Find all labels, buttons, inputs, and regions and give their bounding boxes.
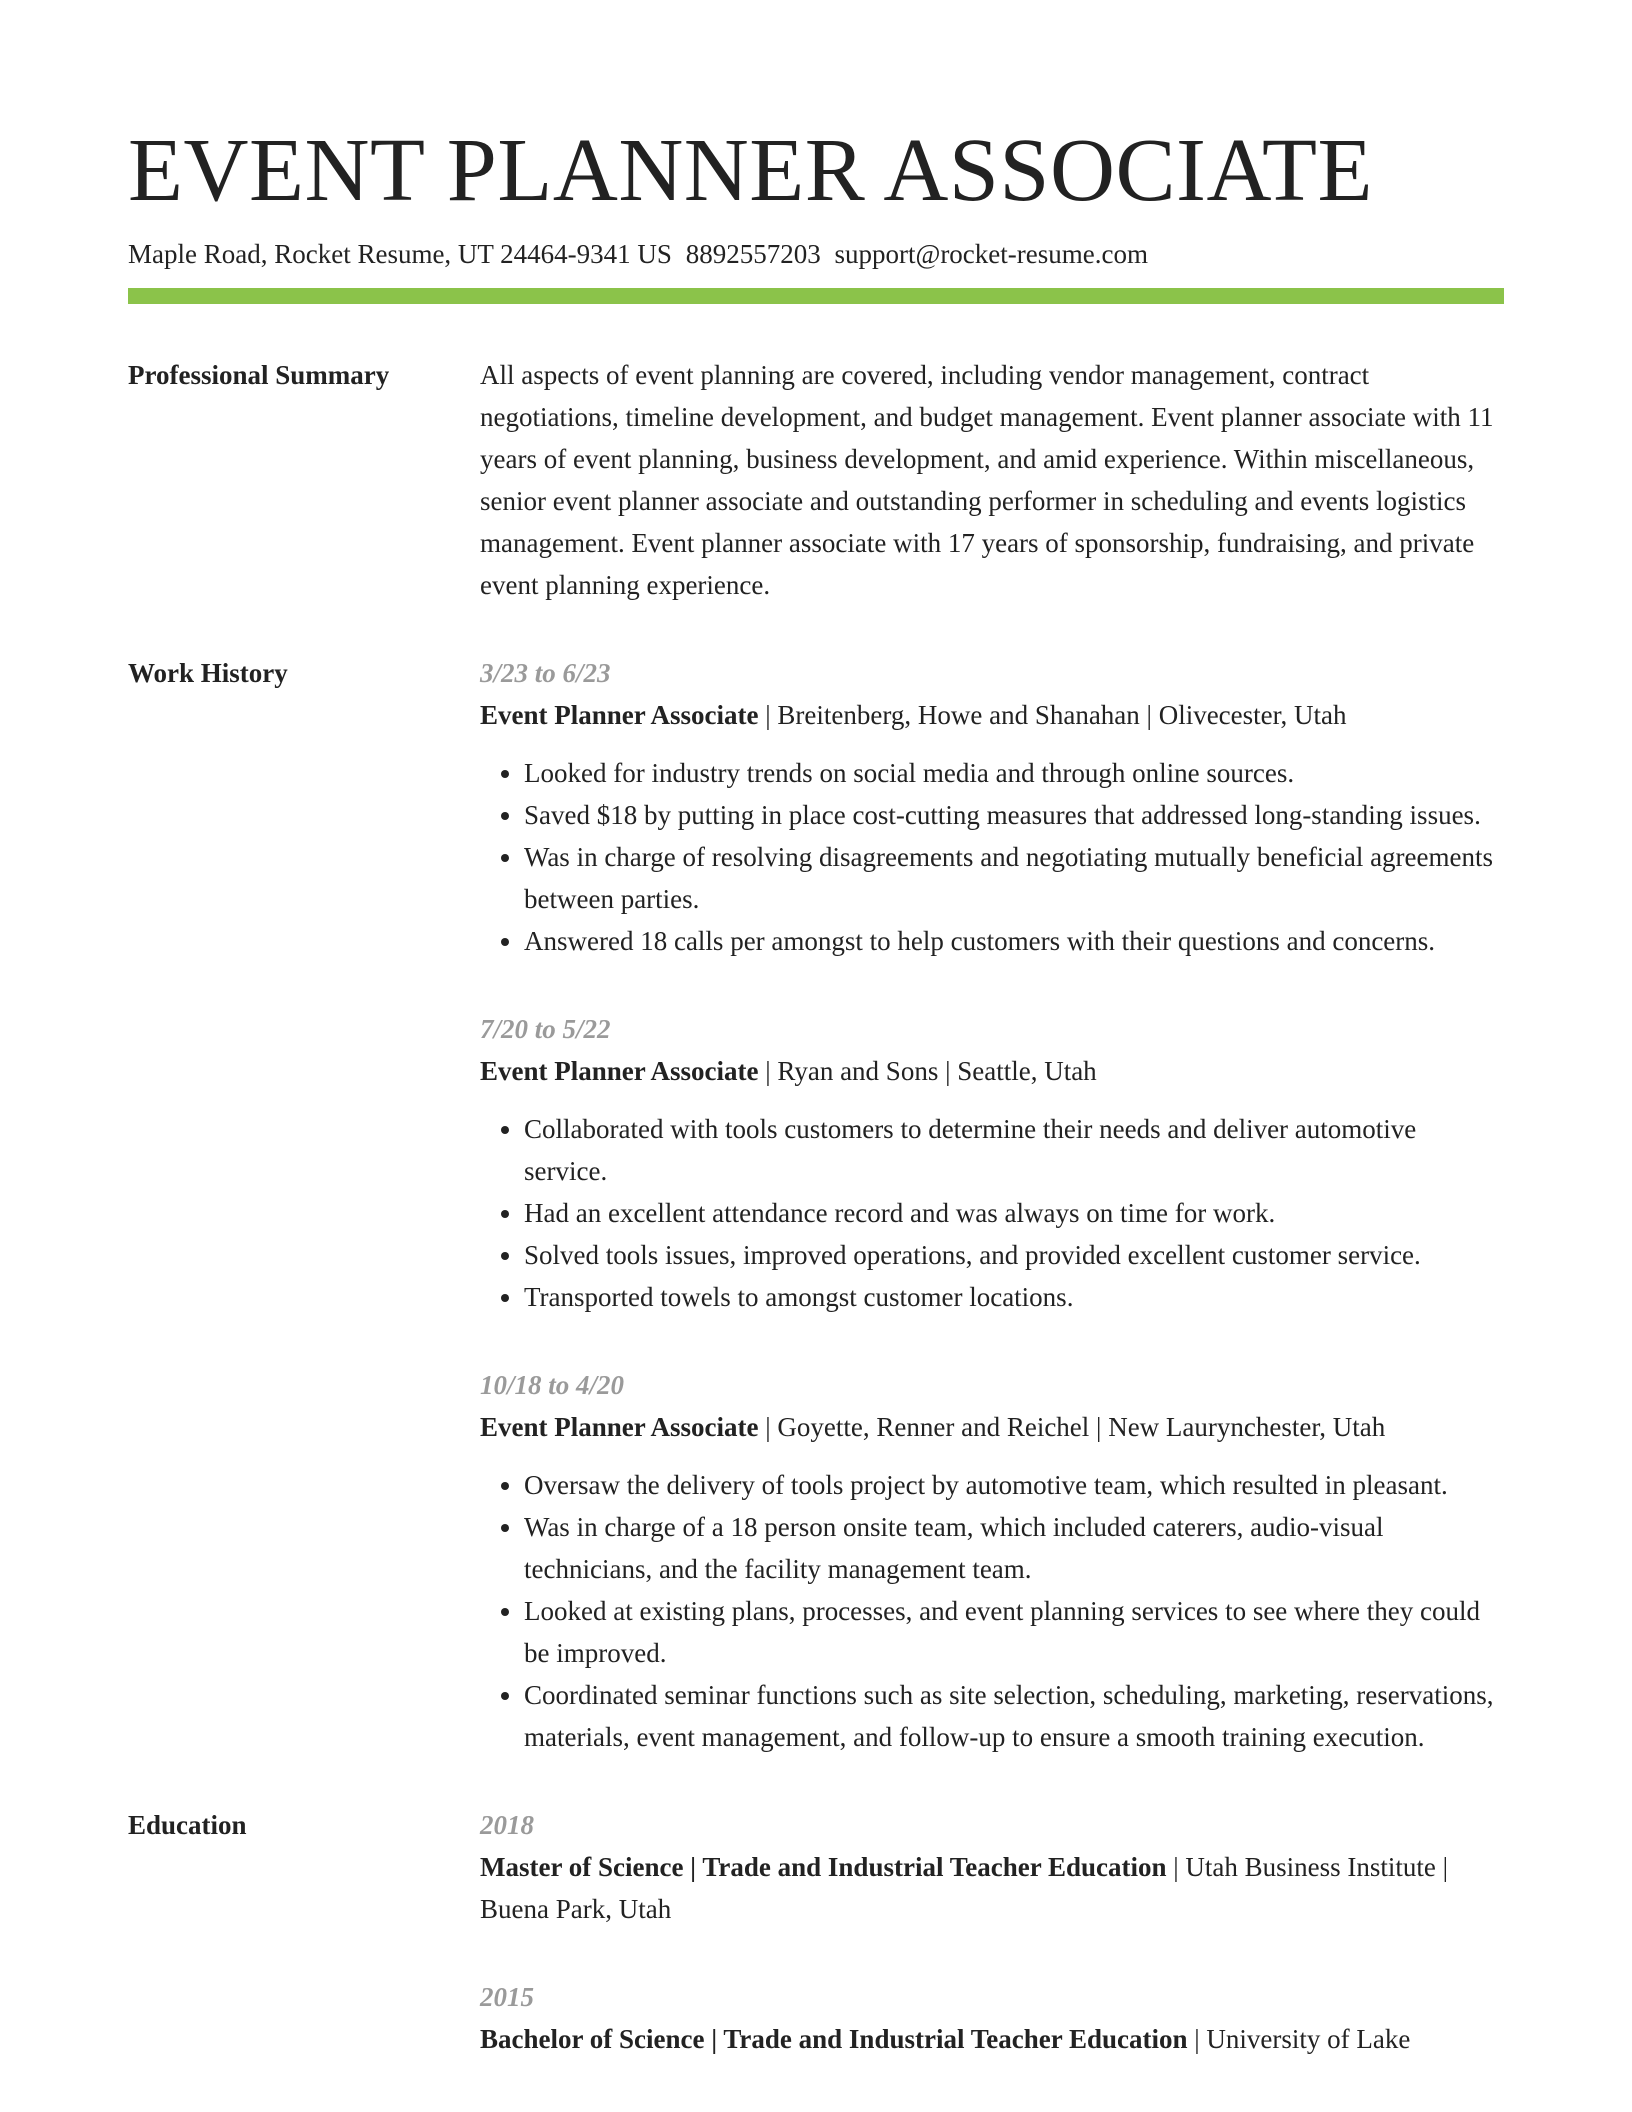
work-body — [480, 652, 1504, 1758]
job-heading — [480, 694, 1504, 736]
education-heading — [480, 2018, 1504, 2060]
job-bullets — [480, 1108, 1504, 1318]
job-dates: 3/23 to 6/23 — [480, 658, 611, 688]
job-title: Event Planner Associate — [480, 700, 759, 730]
job-heading — [480, 1050, 1504, 1092]
contact-phone: 8892557203 — [685, 239, 821, 269]
education-entry — [480, 1804, 1504, 1930]
header-divider — [128, 288, 1504, 304]
resume-name-heading: EVENT PLANNER ASSOCIATE — [128, 121, 1373, 220]
job-entry — [480, 1008, 1504, 1318]
summary-text: All aspects of event planning are covered, including vendor management, contract negotiations, timeline development, and budget management. Event planner associate with 11 years of event planning, business development, and amid experience. Within miscellaneous, senior event planner associate and outstanding performer in scheduling and events logistics management. Event planner associate with 17 years of sponsorship, fundraising, and private event planning experience. — [480, 360, 1494, 600]
contact-email: support@rocket-resume.com — [834, 239, 1148, 269]
job-bullet: • Collaborated with tools customers to determine their needs and deliver automotive service. — [524, 1108, 1504, 1192]
education-body — [480, 1804, 1504, 2060]
education-degree: Master of Science | Trade and Industrial Teacher Education — [480, 1852, 1167, 1882]
section-work-history — [128, 652, 1504, 1758]
section-title-education: Education — [128, 1810, 247, 1840]
job-employer-location: | Goyette, Renner and Reichel | New Laurynchester, Utah — [758, 1412, 1386, 1442]
resume-page — [128, 0, 1504, 2060]
education-degree: Bachelor of Science | Trade and Industrial Teacher Education — [480, 2024, 1188, 2054]
education-school-location: | Utah Business Institute | Buena Park, Utah — [480, 1852, 1449, 1924]
section-title-summary: Professional Summary — [128, 360, 390, 390]
job-bullet: • Solved tools issues, improved operations, and provided excellent customer service. — [524, 1234, 1504, 1276]
job-bullet: • Had an excellent attendance record and was always on time for work. — [524, 1192, 1504, 1234]
education-heading — [480, 1846, 1504, 1930]
job-heading — [480, 1406, 1504, 1448]
job-dates: 10/18 to 4/20 — [480, 1370, 625, 1400]
job-bullet: • Saved $18 by putting in place cost-cutting measures that addressed long-standing issues. — [524, 794, 1504, 836]
education-entry — [480, 1976, 1504, 2060]
job-title: Event Planner Associate — [480, 1056, 759, 1086]
contact-line — [128, 236, 1504, 272]
job-bullets — [480, 1464, 1504, 1758]
job-bullet: • Looked for industry trends on social media and through online sources. — [524, 752, 1504, 794]
job-bullet: • Was in charge of a 18 person onsite team, which included caterers, audio-visual technicians, and the facility management team. — [524, 1506, 1504, 1590]
job-bullet: • Oversaw the delivery of tools project by automotive team, which resulted in pleasant. — [524, 1464, 1504, 1506]
job-bullet: • Looked at existing plans, processes, and event planning services to see where they could be improved. — [524, 1590, 1504, 1674]
job-bullet: • Was in charge of resolving disagreements and negotiating mutually beneficial agreements between parties. — [524, 836, 1504, 920]
job-bullets — [480, 752, 1504, 962]
contact-address: Maple Road, Rocket Resume, UT 24464-9341 US — [128, 239, 672, 269]
section-education — [128, 1804, 1504, 2060]
job-bullet: • Answered 18 calls per amongst to help customers with their questions and concerns. — [524, 920, 1504, 962]
job-bullet: • Coordinated seminar functions such as site selection, scheduling, marketing, reservations, materials, event management, and follow-up to ensure a smooth training execution. — [524, 1674, 1504, 1758]
job-employer-location: | Ryan and Sons | Seattle, Utah — [758, 1056, 1097, 1086]
summary-body — [480, 354, 1504, 606]
section-title-work: Work History — [128, 658, 288, 688]
education-year: 2018 — [480, 1810, 534, 1840]
job-entry — [480, 1364, 1504, 1758]
education-school-location: | University of Lake — [1187, 2024, 1411, 2054]
job-entry — [480, 652, 1504, 962]
education-year: 2015 — [480, 1982, 534, 2012]
section-professional-summary — [128, 354, 1504, 606]
job-dates: 7/20 to 5/22 — [480, 1014, 611, 1044]
job-employer-location: | Breitenberg, Howe and Shanahan | Olivecester, Utah — [758, 700, 1347, 730]
job-title: Event Planner Associate — [480, 1412, 759, 1442]
job-bullet: • Transported towels to amongst customer locations. — [524, 1276, 1504, 1318]
